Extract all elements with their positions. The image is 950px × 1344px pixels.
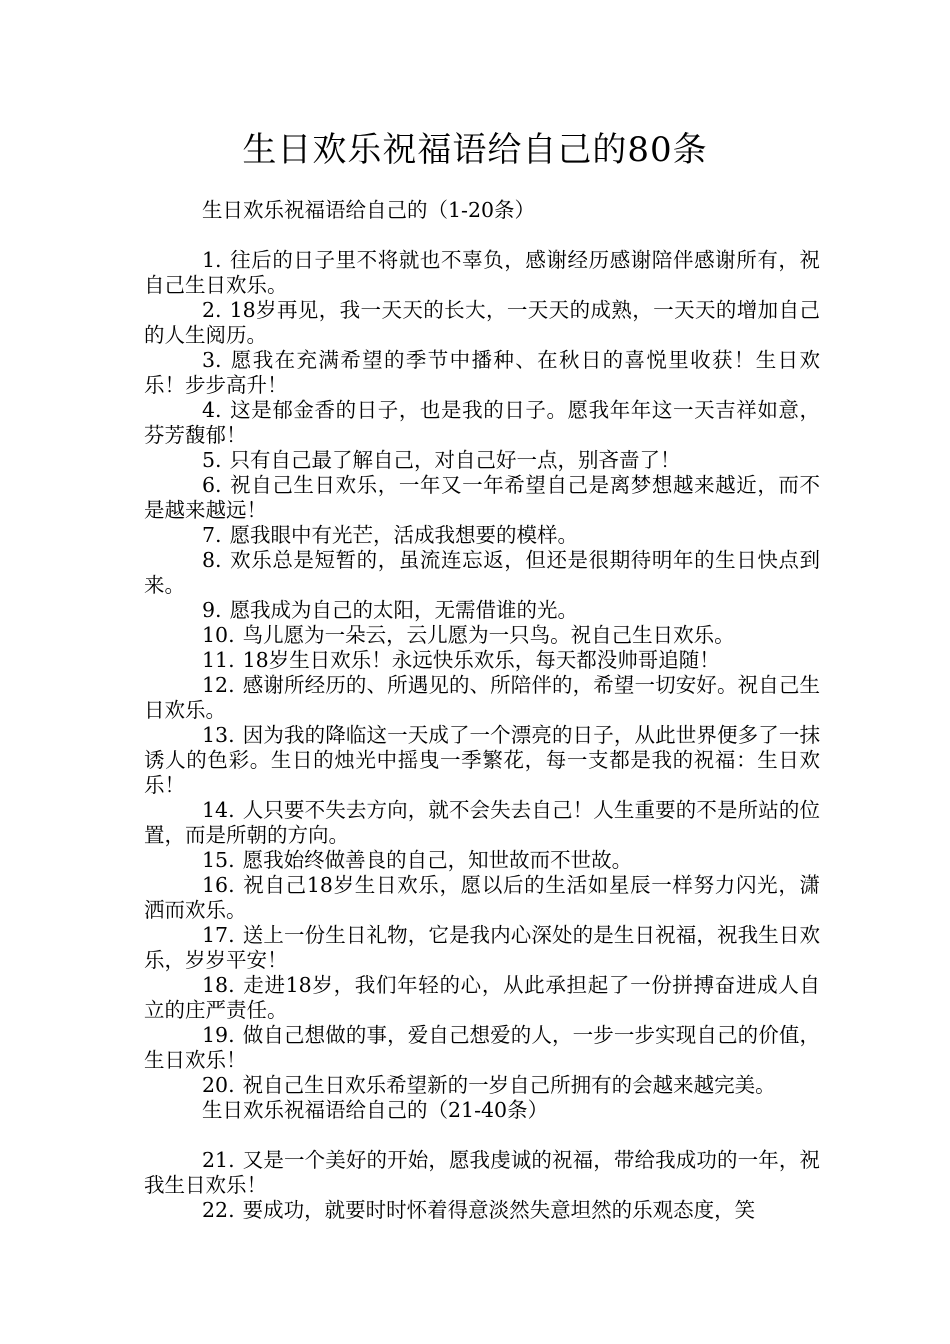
item-text: 祝自己生日欢乐，一年又一年希望自己是离梦想越来越近，而不是越来越远！ [144, 473, 820, 522]
item-number: 6. [202, 473, 222, 497]
item-number: 19. [202, 1023, 235, 1047]
item-text: 要成功，就要时时怀着得意淡然失意坦然的乐观态度，笑 [242, 1198, 756, 1222]
list-item [144, 473, 820, 523]
item-number: 18. [202, 973, 235, 997]
blank-line [144, 1123, 820, 1148]
item-text: 愿我眼中有光芒，活成我想要的模样。 [229, 523, 579, 547]
list-item [144, 398, 820, 448]
item-number: 11. [202, 648, 235, 672]
list-item [144, 523, 820, 548]
list-item [144, 248, 820, 298]
item-number: 1. [202, 248, 222, 272]
list-item [144, 873, 820, 923]
item-text: 送上一份生日礼物，它是我内心深处的是生日祝福，祝我生日欢乐，岁岁平安！ [144, 923, 820, 972]
item-number: 13. [202, 723, 235, 747]
item-number: 17. [202, 923, 235, 947]
item-text: 走进18岁，我们年轻的心，从此承担起了一份拼搏奋进成人自立的庄严责任。 [144, 973, 820, 1022]
item-text: 愿我成为自己的太阳，无需借谁的光。 [229, 598, 579, 622]
item-number: 15. [202, 848, 235, 872]
item-text: 愿我在充满希望的季节中播种、在秋日的喜悦里收获！生日欢乐！步步高升！ [144, 348, 820, 397]
item-number: 10. [202, 623, 235, 647]
item-text: 因为我的降临这一天成了一个漂亮的日子，从此世界便多了一抹诱人的色彩。生日的烛光中摇曳一季繁花，每一支都是我的祝福：生日欢乐！ [144, 723, 820, 797]
item-number: 5. [202, 448, 222, 472]
item-text: 18岁生日欢乐！永远快乐欢乐，每天都没帅哥追随！ [242, 648, 720, 672]
item-number: 3. [202, 348, 222, 372]
item-text: 鸟儿愿为一朵云，云儿愿为一只鸟。祝自己生日欢乐。 [242, 623, 735, 647]
document-title: 生日欢乐祝福语给自己的80条 [242, 130, 708, 170]
item-number: 8. [202, 548, 222, 572]
item-text: 这是郁金香的日子，也是我的日子。愿我年年这一天吉祥如意，芬芳馥郁！ [144, 398, 820, 447]
list-item [144, 1023, 820, 1073]
item-text: 感谢所经历的、所遇见的、所陪伴的，希望一切安好。祝自己生日欢乐。 [144, 673, 820, 722]
list-item [144, 798, 820, 848]
item-text: 愿我始终做善良的自己，知世故而不世故。 [242, 848, 633, 872]
list-item [144, 348, 820, 398]
item-number: 16. [202, 873, 235, 897]
item-text: 祝自己18岁生日欢乐，愿以后的生活如星辰一样努力闪光，潇洒而欢乐。 [144, 873, 820, 922]
blank-line [144, 223, 820, 248]
list-item [144, 973, 820, 1023]
item-number: 14. [202, 798, 235, 822]
item-text: 做自己想做的事，爱自己想爱的人，一步一步实现自己的价值，生日欢乐！ [144, 1023, 820, 1072]
item-number: 21. [202, 1148, 235, 1172]
list-item [144, 723, 820, 798]
section-heading: 生日欢乐祝福语给自己的（1-20条） [202, 198, 536, 222]
item-text: 只有自己最了解自己，对自己好一点，别吝啬了！ [229, 448, 681, 472]
item-number: 22. [202, 1198, 235, 1222]
list-item [144, 448, 820, 473]
item-number: 20. [202, 1073, 235, 1097]
item-text: 又是一个美好的开始，愿我虔诚的祝福，带给我成功的一年，祝我生日欢乐！ [144, 1148, 820, 1197]
item-number: 9. [202, 598, 222, 622]
list-item [144, 1148, 820, 1198]
list-item [144, 1198, 820, 1223]
list-item [144, 548, 820, 598]
list-item [144, 1073, 820, 1098]
document-body [144, 198, 820, 1223]
list-item [144, 648, 820, 673]
item-number: 2. [202, 298, 222, 322]
list-item [144, 623, 820, 648]
item-text: 欢乐总是短暂的，虽流连忘返，但还是很期待明年的生日快点到来。 [144, 548, 820, 597]
item-text: 18岁再见，我一天天的长大，一天天的成熟，一天天的增加自己的人生阅历。 [144, 298, 820, 347]
item-number: 12. [202, 673, 235, 697]
list-item [144, 848, 820, 873]
item-number: 4. [202, 398, 222, 422]
item-text: 祝自己生日欢乐希望新的一岁自己所拥有的会越来越完美。 [242, 1073, 776, 1097]
item-text: 往后的日子里不将就也不辜负，感谢经历感谢陪伴感谢所有，祝自己生日欢乐。 [144, 248, 820, 297]
section-heading: 生日欢乐祝福语给自己的（21-40条） [202, 1098, 549, 1122]
list-item [144, 298, 820, 348]
item-number: 7. [202, 523, 222, 547]
list-item [144, 923, 820, 973]
list-item [144, 673, 820, 723]
list-item [144, 598, 820, 623]
item-text: 人只要不失去方向，就不会失去自己！人生重要的不是所站的位置，而是所朝的方向。 [144, 798, 820, 847]
